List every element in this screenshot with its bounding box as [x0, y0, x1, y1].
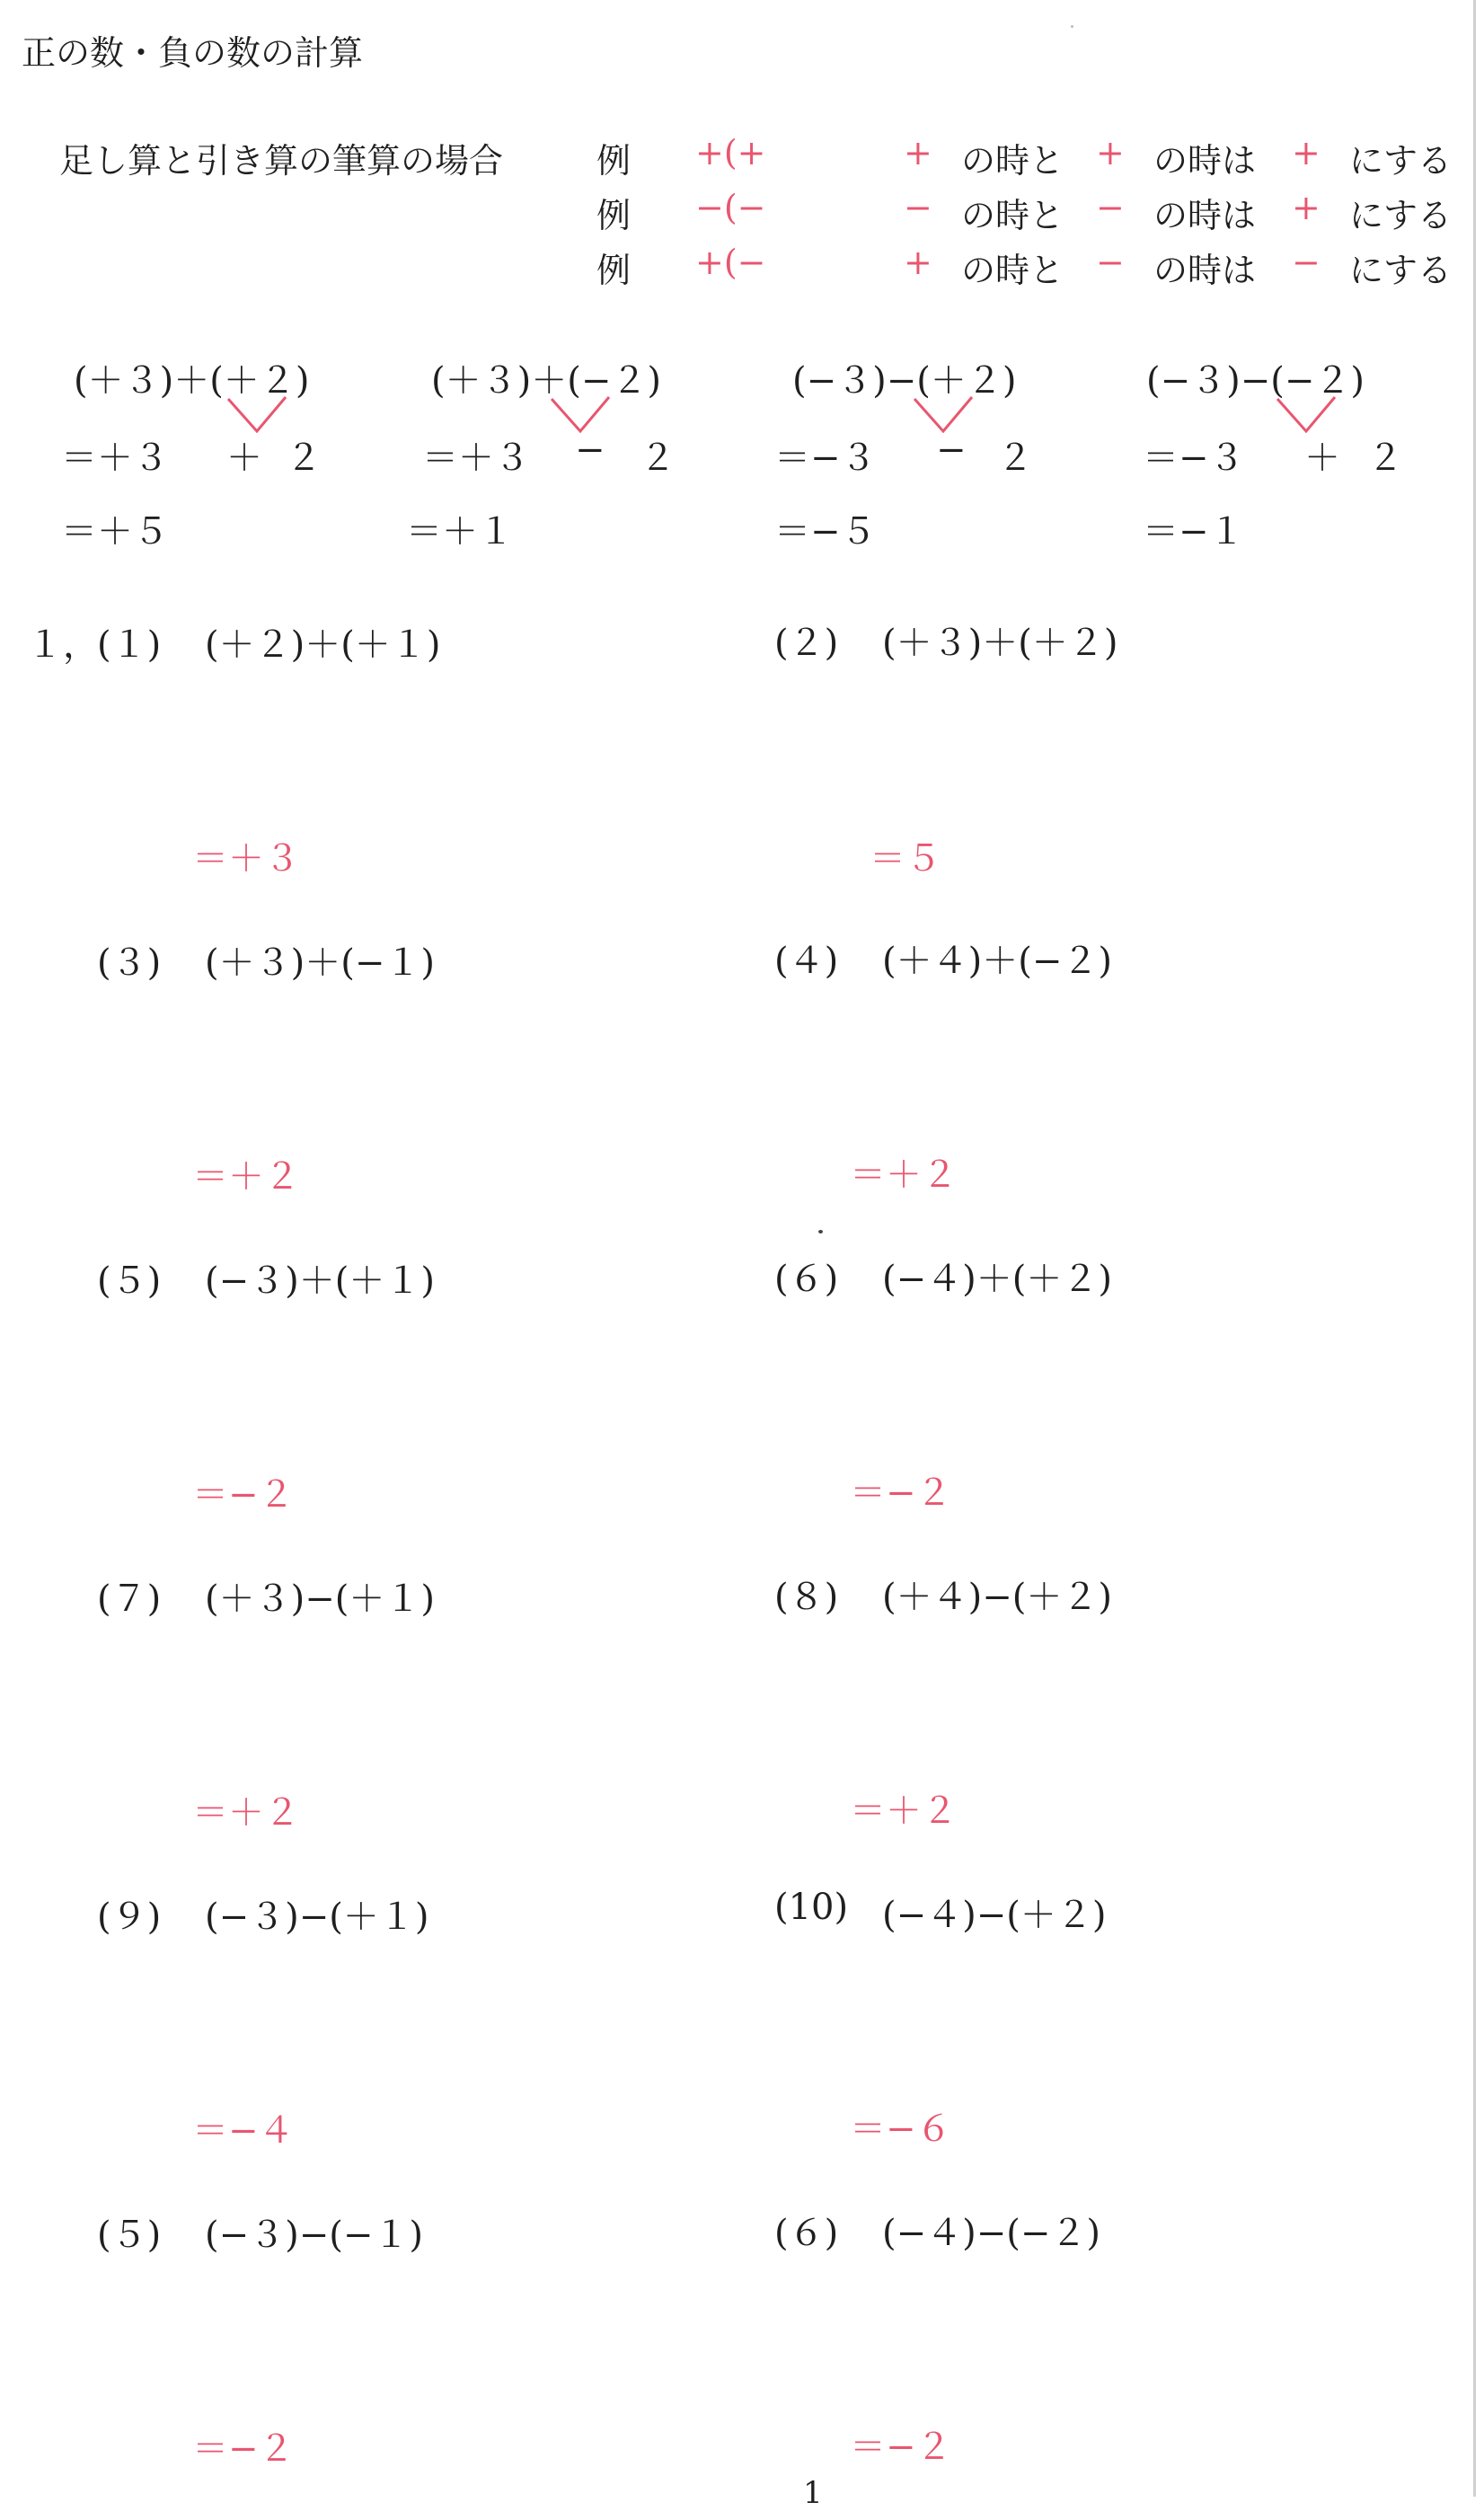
rule-rei: 例 — [596, 141, 632, 181]
problem-expression: (＋３)＋(−１) — [205, 942, 435, 984]
problem-number: (５) — [97, 1260, 162, 1302]
rule-sign-3: + — [1292, 133, 1321, 172]
rule-text-2: の時は — [1153, 141, 1257, 181]
example-expression: (−３)−(＋２) — [792, 360, 1017, 402]
example-step: ＝＋３ — [61, 438, 169, 479]
problem-number: (６) — [774, 2213, 839, 2254]
answer-text: ＝５ — [870, 838, 941, 880]
example-sign: ＋ — [1304, 438, 1340, 479]
problem-expression: (−３)＋(＋１) — [205, 1260, 435, 1302]
example-sign: − — [575, 429, 605, 471]
rule-expr: −(− — [695, 188, 766, 227]
problem-number: (２) — [774, 623, 839, 664]
example-number: ２ — [1367, 438, 1403, 479]
answer-text: ＝−２ — [850, 2427, 952, 2468]
rule-text-2: の時は — [1153, 251, 1257, 290]
example-number: ２ — [286, 438, 322, 479]
example-expression: (−３)−(−２) — [1146, 360, 1365, 402]
page-title: 正の数・負の数の計算 — [22, 33, 364, 73]
section-number: １， — [27, 624, 99, 666]
problem-expression: (−４)−(−２) — [882, 2213, 1100, 2254]
problem-expression: (−４)−(＋２) — [882, 1895, 1107, 1936]
problem-expression: (−３)−(＋１) — [205, 1897, 429, 1938]
problem-expression: (＋４)−(＋２) — [882, 1577, 1112, 1618]
example-result: ＝−５ — [774, 511, 877, 553]
rule-text-3: にする — [1349, 251, 1453, 290]
rule-sign-1: + — [904, 133, 932, 172]
rule-text-3: にする — [1349, 196, 1453, 235]
example-expression: (＋３)＋(＋２) — [74, 360, 310, 402]
problem-number: (10) — [774, 1887, 849, 1928]
answer-text: ＝−４ — [192, 2110, 295, 2152]
problem-number: (４) — [774, 941, 839, 982]
rule-expr: +(+ — [695, 133, 766, 172]
problem-expression: (−３)−(−１) — [205, 2215, 423, 2256]
scan-speck — [1071, 25, 1073, 28]
example-step: ＝＋３ — [422, 438, 530, 479]
problem-number: (１) — [97, 624, 162, 666]
problem-expression: (＋２)＋(＋１) — [205, 624, 441, 666]
problem-number: (９) — [97, 1897, 162, 1938]
example-result: ＝＋５ — [61, 511, 169, 553]
rule-sign-1: + — [904, 243, 932, 282]
problem-number: (５) — [97, 2215, 162, 2256]
rule-text-1: の時と — [961, 251, 1064, 290]
problem-number: (７) — [97, 1578, 162, 1620]
rule-text-2: の時は — [1153, 196, 1257, 235]
rule-sign-3: − — [1292, 243, 1321, 282]
rule-rei: 例 — [596, 196, 632, 235]
answer-text: ＝−２ — [192, 2428, 295, 2470]
rule-rei: 例 — [596, 251, 632, 290]
problem-number: (８) — [774, 1577, 839, 1618]
answer-text: ＝＋２ — [850, 1154, 958, 1196]
example-step: ＝−３ — [1143, 438, 1245, 479]
problem-number: (３) — [97, 942, 162, 984]
rule-sign-2: − — [1096, 188, 1125, 227]
rule-text-1: の時と — [961, 141, 1064, 181]
rule-sign-3: + — [1292, 188, 1321, 227]
problem-number: (６) — [774, 1259, 839, 1300]
answer-text: ＝＋２ — [192, 1792, 300, 1834]
rule-expr: +(− — [695, 243, 766, 282]
answer-text: ＝＋２ — [192, 1156, 300, 1198]
answer-text: ＝−６ — [850, 2109, 952, 2150]
example-step: ＝−３ — [774, 438, 877, 479]
rule-row — [0, 188, 1484, 238]
example-sign: ＋ — [226, 438, 262, 479]
rule-row — [0, 133, 1484, 183]
answer-text: ＝＋３ — [192, 838, 300, 880]
answer-text: ＝＋２ — [850, 1790, 958, 1832]
example-result: ＝−１ — [1143, 511, 1245, 553]
rule-sign-1: − — [904, 188, 932, 227]
problem-expression: (＋３)−(＋１) — [205, 1578, 435, 1620]
example-sign: − — [936, 429, 967, 471]
rule-sign-2: + — [1096, 133, 1125, 172]
rule-text-1: の時と — [961, 196, 1064, 235]
problem-expression: (−４)＋(＋２) — [882, 1259, 1112, 1300]
example-number: ２ — [640, 438, 676, 479]
problem-expression: (＋４)＋(−２) — [882, 941, 1112, 982]
rule-row — [0, 243, 1484, 293]
answer-text: ＝−２ — [850, 1472, 952, 1514]
page-edge — [1473, 0, 1476, 2497]
answer-text: ＝−２ — [192, 1474, 295, 1516]
rule-label: 足し算と引き算の筆算の場合 — [59, 141, 504, 181]
page-number: 1 — [803, 2475, 823, 2511]
problem-expression: (＋３)＋(＋２) — [882, 623, 1118, 664]
example-number: ２ — [997, 438, 1033, 479]
rule-text-3: にする — [1349, 141, 1453, 181]
rule-sign-2: − — [1096, 243, 1125, 282]
scan-speck — [818, 1230, 823, 1233]
example-result: ＝＋１ — [406, 511, 514, 553]
example-expression: (＋３)＋(−２) — [431, 360, 661, 402]
